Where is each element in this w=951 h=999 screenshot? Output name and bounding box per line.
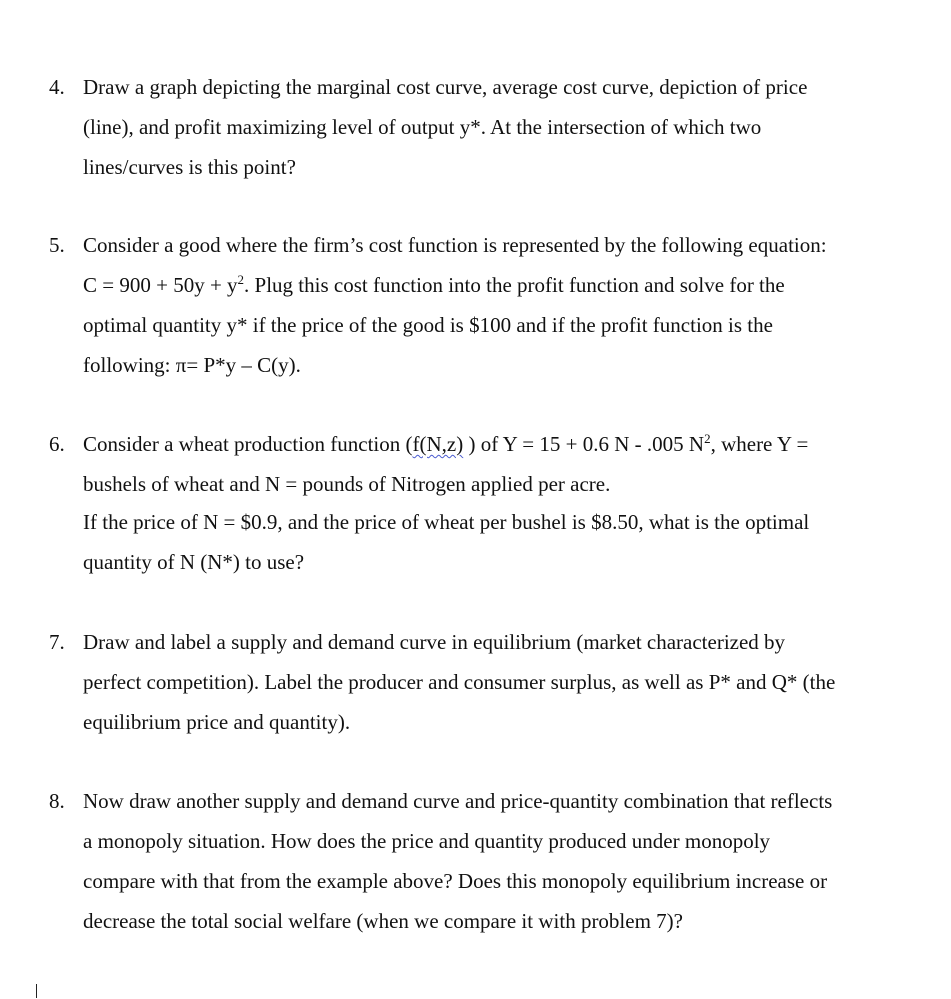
question-text-line: bushels of wheat and N = pounds of Nitrogen applied per acre.: [83, 472, 611, 496]
question-number: 4.: [49, 75, 65, 99]
question-number: 8.: [49, 789, 65, 813]
question-number: 6.: [49, 432, 65, 456]
question-text-line: Draw and label a supply and demand curve in equilibrium (market characterized by: [83, 630, 786, 654]
question-text-fragment: Consider a wheat production function (: [83, 432, 413, 456]
question-text-line: lines/curves is this point?: [83, 155, 296, 179]
question-text-line: [83, 265, 785, 305]
question-text-fragment: . Plug this cost function into the profit function and solve for the: [244, 273, 785, 297]
exponent: 2: [237, 272, 245, 287]
question-text-line: optimal quantity y* if the price of the good is $100 and if the profit function is the: [83, 313, 773, 337]
question-text-line: Consider a good where the firm’s cost function is represented by the following equation:: [83, 233, 827, 257]
question-text-line: quantity of N (N*) to use?: [83, 550, 305, 574]
production-equation: ) of Y = 15 + 0.6 N - .005 N: [463, 432, 705, 456]
question-number: 5.: [49, 233, 65, 257]
question-text-line: If the price of N = $0.9, and the price of wheat per bushel is $8.50, what is the optimal: [83, 510, 810, 534]
question-text-fragment: , where Y =: [710, 432, 809, 456]
question-text-line: [83, 424, 808, 464]
question-text-line: Now draw another supply and demand curve and price-quantity combination that reflects: [83, 789, 833, 813]
question-text-line: perfect competition). Label the producer and consumer surplus, as well as P* and Q* (the: [83, 670, 836, 694]
text-cursor[interactable]: [36, 984, 37, 998]
exponent: 2: [704, 431, 711, 446]
cost-equation: C = 900 + 50y + y: [83, 273, 238, 297]
question-text-line: equilibrium price and quantity).: [83, 710, 351, 734]
question-number: 7.: [49, 630, 65, 654]
question-text-line: (line), and profit maximizing level of output y*. At the intersection of which two: [83, 115, 762, 139]
question-text-line: compare with that from the example above? Does this monopoly equilibrium increase or: [83, 869, 828, 893]
question-text-line: Draw a graph depicting the marginal cost curve, average cost curve, depiction of price: [83, 75, 808, 99]
question-text-line: decrease the total social welfare (when we compare it with problem 7)?: [83, 909, 683, 933]
spellcheck-flagged-text[interactable]: f(N,z): [412, 432, 464, 456]
question-text-line: following: π= P*y – C(y).: [83, 353, 301, 377]
question-text-line: a monopoly situation. How does the price and quantity produced under monopoly: [83, 829, 771, 853]
